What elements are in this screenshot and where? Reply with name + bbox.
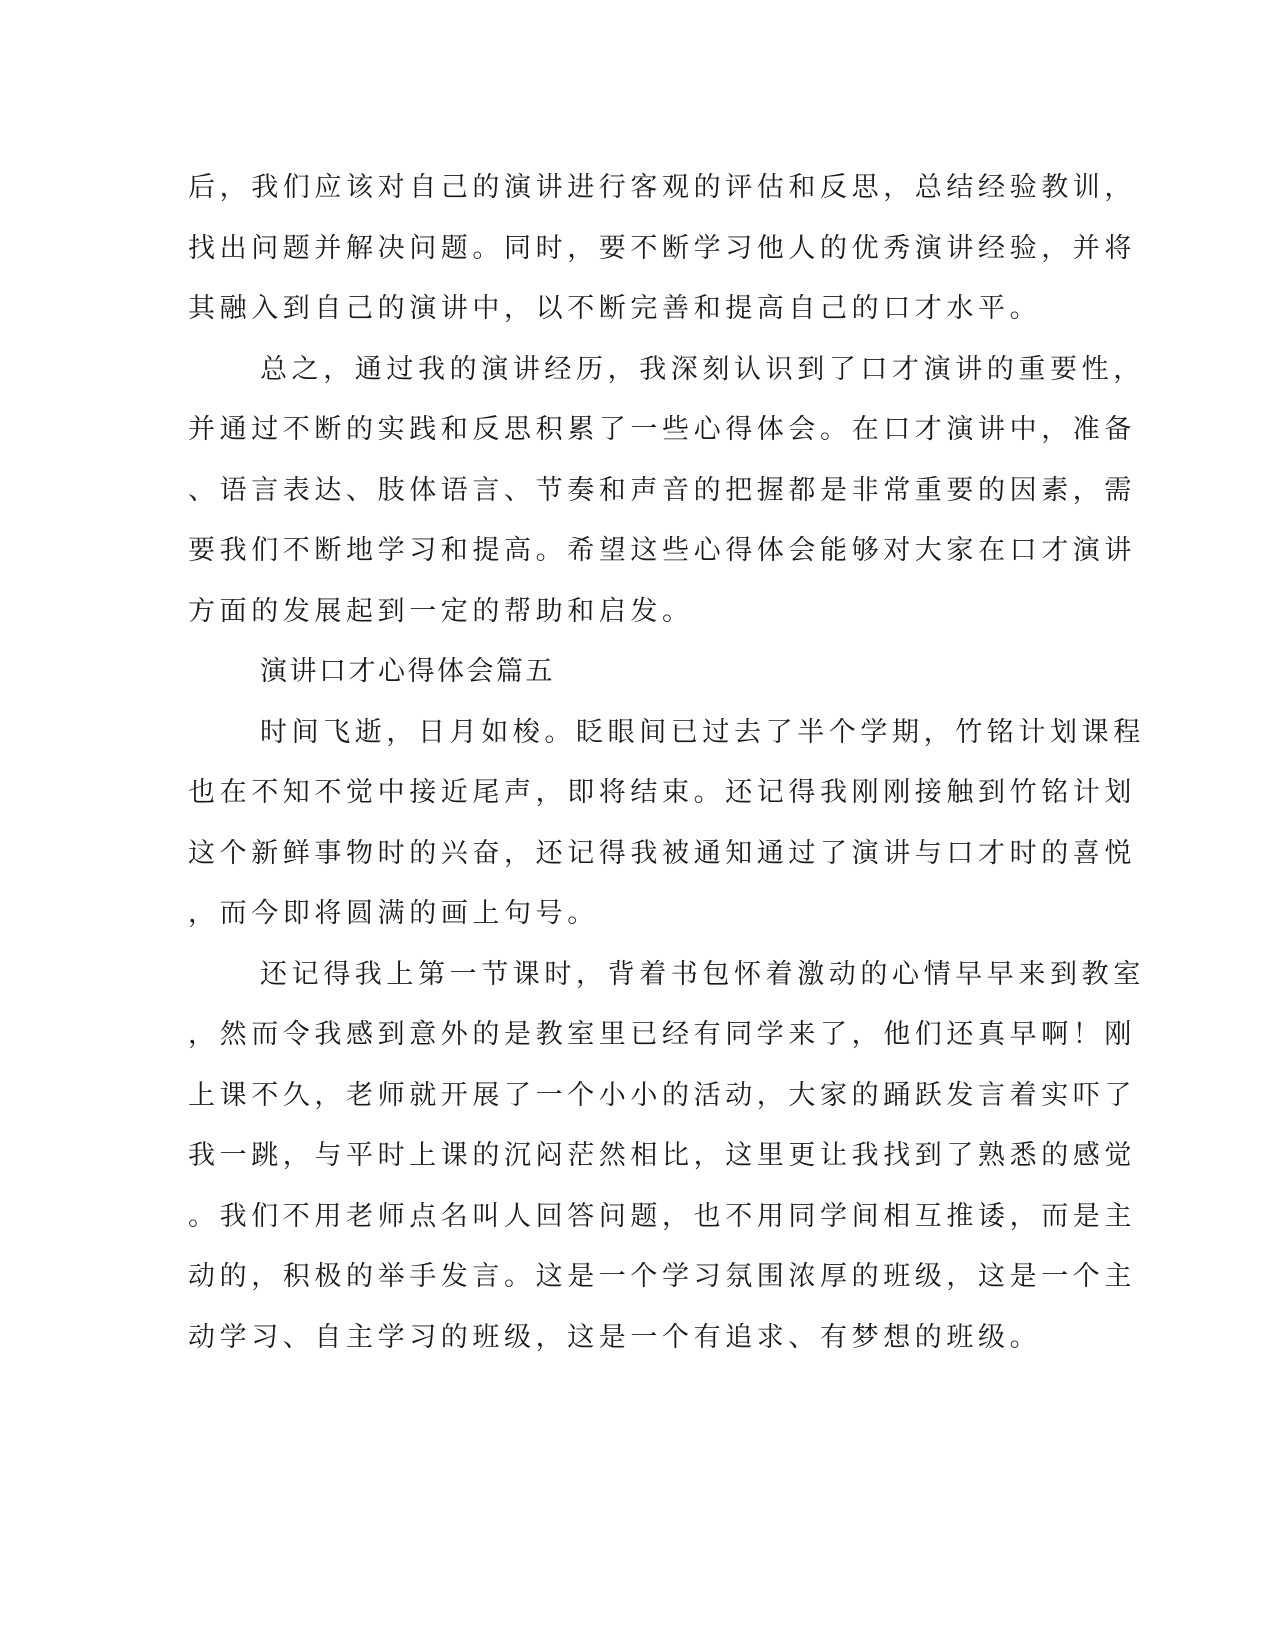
text-line: 上课不久，老师就开展了一个小小的活动，大家的踊跃发言着实吓了	[188, 1079, 1136, 1111]
document-body	[188, 158, 1145, 1368]
paragraph-first-line: 还记得我上第一节课时，背着书包怀着激动的心情早早来到教室	[260, 958, 1145, 990]
text-line: 其融入到自己的演讲中，以不断完善和提高自己的口才水平。	[188, 293, 1042, 324]
paragraph-first-line: 总之，通过我的演讲经历，我深刻认识到了口才演讲的重要性，	[260, 353, 1145, 385]
text-line: ，然而令我感到意外的是教室里已经有同学来了，他们还真早啊！刚	[188, 1019, 1136, 1050]
text-line: ，而今即将圆满的画上句号。	[188, 898, 599, 929]
text-line: 我一跳，与平时上课的沉闷茫然相比，这里更让我找到了熟悉的感觉	[188, 1140, 1136, 1171]
text-line: 动学习、自主学习的班级，这是一个有追求、有梦想的班级。	[188, 1321, 1042, 1353]
text-line: 并通过不断的实践和反思积累了一些心得体会。在口才演讲中，准备	[188, 414, 1136, 445]
text-line: 、语言表达、肢体语言、节奏和声音的把握都是非常重要的因素，需	[188, 474, 1136, 506]
paragraph-first-line: 时间飞逝，日月如梭。眨眼间已过去了半个学期，竹铭计划课程	[260, 716, 1145, 748]
text-line: 也在不知不觉中接近尾声，即将结束。还记得我刚刚接触到竹铭计划	[188, 777, 1136, 808]
text-line: 要我们不断地学习和提高。希望这些心得体会能够对大家在口才演讲	[188, 535, 1136, 566]
text-line: 这个新鲜事物时的兴奋，还记得我被通知通过了演讲与口才时的喜悦	[188, 837, 1136, 869]
text-line: 方面的发展起到一定的帮助和启发。	[188, 595, 694, 627]
text-line: 。我们不用老师点名叫人回答问题，也不用同学间相互推诿，而是主	[188, 1200, 1136, 1232]
text-line: 找出问题并解决问题。同时，要不断学习他人的优秀演讲经验，并将	[188, 232, 1136, 264]
section-heading: 演讲口才心得体会篇五	[260, 656, 555, 687]
text-line: 后，我们应该对自己的演讲进行客观的评估和反思，总结经验教训，	[188, 172, 1136, 203]
text-line: 动的，积极的举手发言。这是一个学习氛围浓厚的班级，这是一个主	[188, 1261, 1136, 1292]
